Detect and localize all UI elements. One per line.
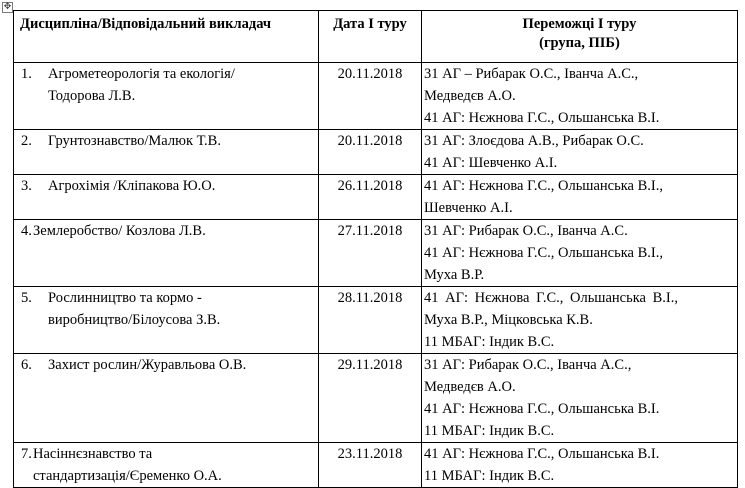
- table-row: [14, 287, 738, 354]
- header-date-label: Дата І туру: [333, 16, 407, 32]
- winner-line: 11 МБАГ: Індик В.С.: [424, 334, 555, 350]
- discipline-cell: [14, 175, 319, 220]
- date-cell: [319, 287, 422, 354]
- winners-cell: [422, 443, 738, 488]
- discipline-name: Рослинництво та кормо -: [48, 290, 202, 306]
- winner-line: 31 АГ – Рибарак О.С., Іванча А.С.,: [424, 66, 639, 82]
- round-date: 28.11.2018: [337, 290, 403, 306]
- winner-line: 31 АГ: Рибарак О.С., Іванча А.С.: [424, 223, 628, 239]
- winner-line: 41 АГ: Нєжнова Г.С., Ольшанська В.І.: [424, 401, 660, 417]
- header-date: [319, 11, 422, 63]
- date-cell: [319, 354, 422, 443]
- winner-line: 41 АГ: Нєжнова Г.С., Ольшанська В.І.: [424, 446, 660, 462]
- winner-line: Медведєв А.О.: [424, 379, 516, 395]
- date-cell: [319, 220, 422, 287]
- winners-table: [13, 10, 738, 488]
- discipline-name: Землеробство/ Козлова Л.В.: [33, 223, 206, 239]
- winner-line: 41 АГ: Шевченко А.І.: [424, 155, 558, 171]
- winners-cell: [422, 175, 738, 220]
- date-cell: [319, 63, 422, 130]
- table-row: [14, 220, 738, 287]
- discipline-cell: [14, 354, 319, 443]
- discipline-teacher: стандартизація/Єременко О.А.: [33, 468, 222, 484]
- discipline-name: Захист рослин/Журавльова О.В.: [48, 357, 247, 373]
- winner-line: 11 МБАГ: Індик В.С.: [424, 468, 555, 484]
- round-date: 29.11.2018: [337, 357, 403, 373]
- table-row: [14, 63, 738, 130]
- winners-cell: [422, 130, 738, 175]
- date-cell: [319, 130, 422, 175]
- header-row: [14, 11, 738, 63]
- winners-cell: [422, 287, 738, 354]
- round-date: 27.11.2018: [337, 223, 403, 239]
- winner-line: Медведєв А.О.: [424, 88, 516, 104]
- move-handle-icon[interactable]: ✥: [3, 2, 12, 12]
- row-number: 4.: [21, 223, 32, 239]
- discipline-cell: [14, 63, 319, 130]
- discipline-cell: [14, 443, 319, 488]
- header-winners-label: Переможці І туру: [522, 16, 637, 32]
- discipline-name: Насіннєзнавство та: [33, 446, 153, 462]
- round-date: 20.11.2018: [337, 133, 403, 149]
- winner-line: Муха В.Р., Міцковська К.В.: [424, 312, 593, 328]
- winner-line: Муха В.Р.: [424, 267, 485, 283]
- winner-line: Шевченко А.І.: [424, 200, 513, 216]
- discipline-name: Агрометеорологія та екологія/: [48, 66, 235, 82]
- header-discipline: [14, 11, 319, 63]
- date-cell: [319, 175, 422, 220]
- header-winners-sublabel: (група, ПІБ): [539, 35, 620, 51]
- winner-line: 11 МБАГ: Індик В.С.: [424, 423, 555, 439]
- discipline-name: Агрохімія /Кліпакова Ю.О.: [48, 178, 216, 194]
- header-winners: [422, 11, 738, 63]
- discipline-teacher: виробництво/Білоусова З.В.: [48, 312, 221, 328]
- winner-line: 31 АГ: Рибарак О.С., Іванча А.С.,: [424, 357, 632, 373]
- row-number: 3.: [21, 178, 32, 194]
- table-row: [14, 130, 738, 175]
- table-row: [14, 443, 738, 488]
- discipline-name: Грунтознавство/Малюк Т.В.: [48, 133, 221, 149]
- row-number: 6.: [21, 357, 32, 373]
- row-number: 7.: [21, 446, 32, 462]
- winner-line: 41 АГ: Нєжнова Г.С., Ольшанська В.І.: [424, 110, 660, 126]
- row-number: 2.: [21, 133, 32, 149]
- row-number: 5.: [21, 290, 32, 306]
- date-cell: [319, 443, 422, 488]
- discipline-cell: [14, 130, 319, 175]
- winners-cell: [422, 63, 738, 130]
- winner-line: 41 АГ: Нєжнова Г.С., Ольшанська В.І.,: [424, 245, 663, 261]
- row-number: 1.: [21, 66, 32, 82]
- winners-cell: [422, 354, 738, 443]
- table-row: [14, 354, 738, 443]
- discipline-teacher: Тодорова Л.В.: [48, 88, 136, 104]
- discipline-cell: [14, 220, 319, 287]
- winner-line: 41 АГ: Нєжнова Г.С., Ольшанська В.І.,: [424, 178, 663, 194]
- table-row: [14, 175, 738, 220]
- winners-cell: [422, 220, 738, 287]
- header-discipline-label: Дисципліна/Відповідальний викладач: [20, 16, 272, 32]
- round-date: 20.11.2018: [337, 66, 403, 82]
- winner-line: 41 АГ: Нєжнова Г.С., Ольшанська В.І.,: [424, 290, 678, 306]
- round-date: 23.11.2018: [337, 446, 403, 462]
- round-date: 26.11.2018: [337, 178, 403, 194]
- winner-line: 31 АГ: Злоєдова А.В., Рибарак О.С.: [424, 133, 644, 149]
- discipline-cell: [14, 287, 319, 354]
